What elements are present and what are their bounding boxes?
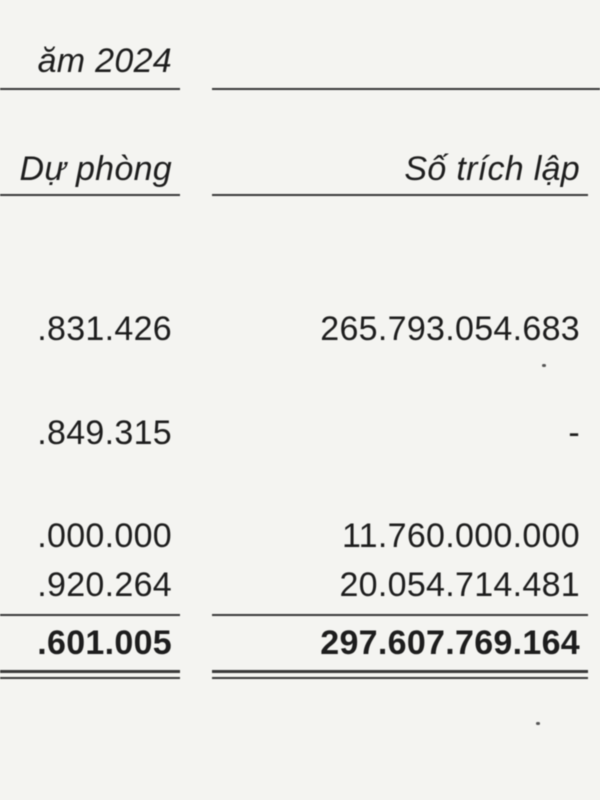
row-3-so-trich-lap: 11.760.000.000: [341, 517, 580, 555]
scan-speck: [536, 722, 540, 725]
row-1-du-phong: .831.426: [37, 310, 172, 348]
column-heading-du-phong-underline: [0, 194, 180, 196]
year-heading: ăm 2024: [37, 42, 172, 80]
total-double-rule-right-1: [212, 670, 588, 673]
column-heading-du-phong: Dự phòng: [19, 150, 172, 188]
total-double-rule-left-2: [0, 677, 180, 679]
column-heading-so-trich-lap-underline: [212, 194, 588, 196]
row-4-so-trich-lap: 20.054.714.481: [339, 566, 580, 604]
total-top-rule-left: [0, 614, 180, 616]
right-header-rule: [212, 88, 600, 90]
scan-speck: [542, 364, 546, 367]
row-4-du-phong: .920.264: [37, 566, 172, 604]
row-2-so-trich-lap: -: [568, 414, 580, 452]
row-3-du-phong: .000.000: [37, 517, 172, 555]
row-1-so-trich-lap: 265.793.054.683: [320, 310, 580, 348]
total-so-trich-lap: 297.607.769.164: [320, 624, 580, 662]
row-2-du-phong: .849.315: [37, 414, 172, 452]
total-du-phong: .601.005: [37, 624, 172, 662]
total-double-rule-right-2: [212, 677, 588, 679]
total-top-rule-right: [212, 614, 588, 616]
column-heading-so-trich-lap: Số trích lập: [404, 150, 580, 188]
total-double-rule-left-1: [0, 670, 180, 673]
year-heading-underline: [0, 88, 180, 90]
